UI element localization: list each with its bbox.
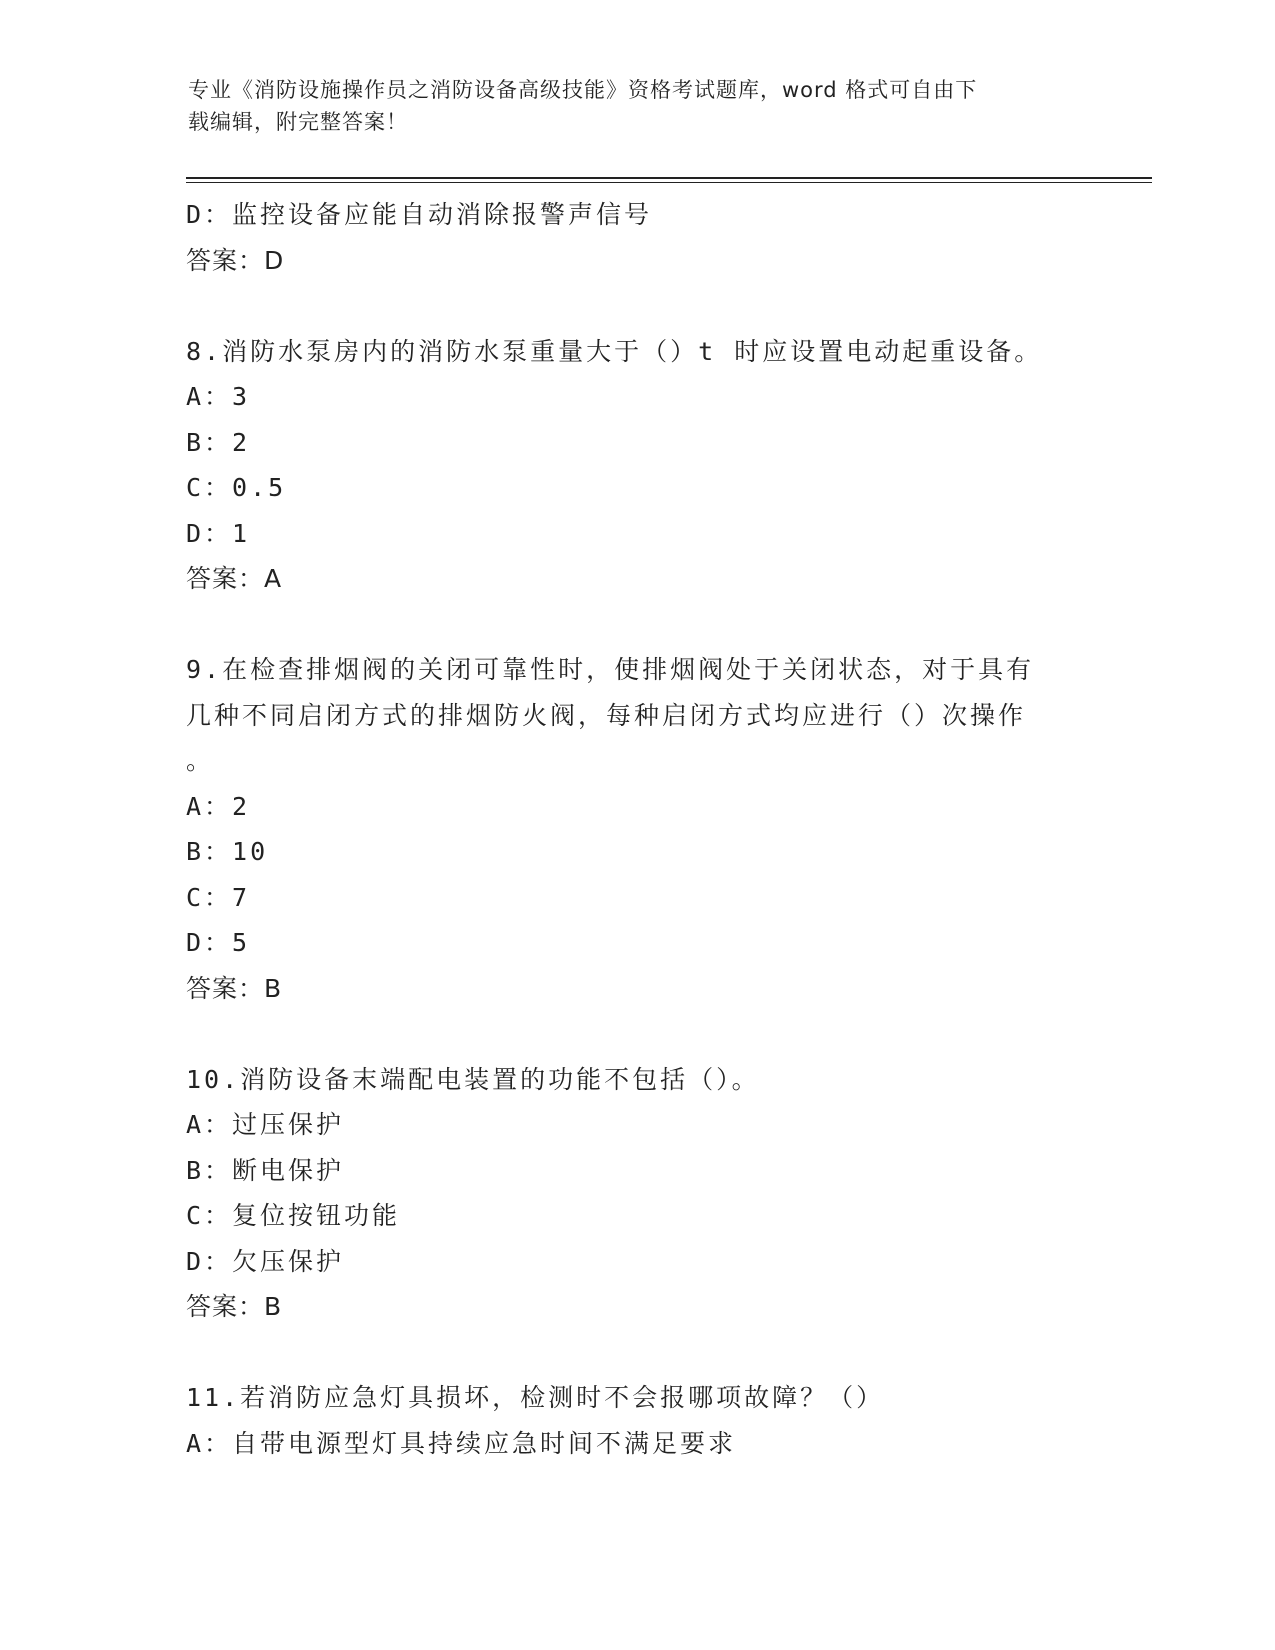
option-a: A：自带电源型灯具持续应急时间不满足要求	[186, 1428, 737, 1458]
question-stem-line-3: 。	[186, 746, 215, 775]
question-list	[186, 192, 1066, 1466]
question-stem: 8.消防水泵房内的消防水泵重量大于（）t 时应设置电动起重设备。	[186, 336, 1043, 366]
option-b: B：2	[186, 427, 251, 457]
answer: 答案：A	[186, 564, 283, 593]
question-7-tail	[186, 192, 1066, 283]
question-stem-line-2: 几种不同启闭方式的排烟防火阀，每种启闭方式均应进行（）次操作	[186, 700, 1027, 730]
option-a: A：2	[186, 791, 251, 821]
option-c: C：0.5	[186, 473, 287, 502]
answer: 答案：D	[186, 245, 285, 275]
document-header	[188, 74, 1068, 138]
question-stem-line-1: 9.在检查排烟阀的关闭可靠性时，使排烟阀处于关闭状态，对于具有	[186, 655, 1035, 684]
header-line-1: 专业《消防设施操作员之消防设备高级技能》资格考试题库，word 格式可自由下	[188, 78, 978, 102]
option-b: B：10	[186, 837, 269, 866]
question-stem: 11.若消防应急灯具损坏，检测时不会报哪项故障？（）	[186, 1383, 885, 1412]
question-8	[186, 329, 1066, 602]
option-c: C：7	[186, 882, 251, 912]
question-10	[186, 1057, 1066, 1330]
option-d: D：欠压保护	[186, 1246, 345, 1276]
option-a: A：过压保护	[186, 1110, 345, 1139]
option-c: C：复位按钮功能	[186, 1201, 401, 1230]
header-rule-thin	[186, 182, 1152, 183]
option-a: A：3	[186, 382, 251, 411]
answer: 答案：B	[186, 1292, 283, 1321]
question-11	[186, 1375, 1066, 1466]
question-9	[186, 647, 1066, 1011]
option-d: D：监控设备应能自动消除报警声信号	[186, 200, 653, 229]
header-line-2: 载编辑，附完整答案！	[188, 110, 408, 134]
option-d: D：1	[186, 518, 251, 548]
header-rule-thick	[186, 177, 1152, 179]
answer: 答案：B	[186, 973, 283, 1003]
question-stem: 10.消防设备末端配电装置的功能不包括（）。	[186, 1064, 760, 1094]
option-b: B：断电保护	[186, 1155, 345, 1185]
option-d: D：5	[186, 928, 251, 957]
